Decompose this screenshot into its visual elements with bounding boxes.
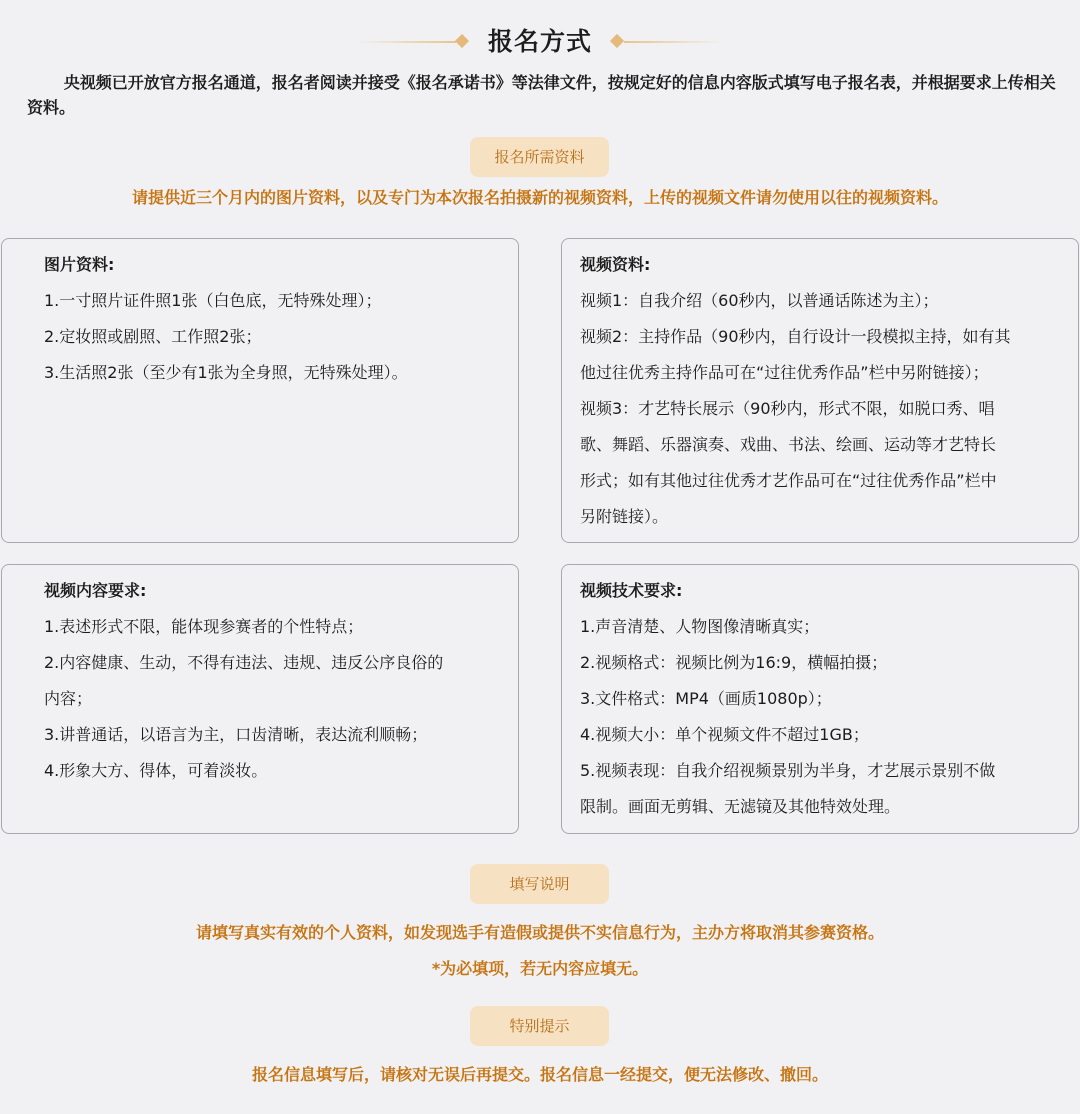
fill-note-2: *为必填项，若无内容应填无。 xyxy=(431,959,649,978)
video-line-4: 视频3：才艺特长展示（90秒内，形式不限，如脱口秀、唱 xyxy=(580,399,995,418)
video-line-1: 视频1：自我介绍（60秒内，以普通话陈述为主）； xyxy=(580,291,939,310)
materials-note: 请提供近三个月内的图片资料，以及专门为本次报名拍摄新的视频资料，上传的视频文件请勿使用以往的视频资料。 xyxy=(131,188,948,207)
photo-card-title: 图片资料: xyxy=(44,255,115,274)
tech-line-2: 2.视频格式：视频比例为16:9，横幅拍摄； xyxy=(580,653,888,672)
content-line-1: 1.表述形式不限，能体现参赛者的个性特点； xyxy=(44,617,364,636)
video-materials-card xyxy=(561,238,1079,543)
page-title: 报名方式 xyxy=(487,27,592,56)
fill-note-1: 请填写真实有效的个人资料，如发现选手有造假或提供不实信息行为，主办方将取消其参赛资格。 xyxy=(195,923,884,942)
photo-materials-card xyxy=(1,238,519,543)
fill-instructions-badge: 填写说明 xyxy=(470,864,609,904)
video-card-title: 视频资料: xyxy=(580,255,651,274)
tech-card-title: 视频技术要求: xyxy=(580,581,683,600)
photo-item-2: 2.定妆照或剧照、工作照2张； xyxy=(44,327,262,346)
special-notice-badge: 特别提示 xyxy=(470,1006,609,1046)
tech-line-4: 4.视频大小：单个视频文件不超过1GB； xyxy=(580,725,869,744)
video-line-6: 形式；如有其他过往优秀才艺作品可在“过往优秀作品”栏中 xyxy=(580,471,997,490)
tech-line-5: 5.视频表现：自我介绍视频景别为半身，才艺展示景别不做 xyxy=(580,761,996,780)
video-line-5: 歌、舞蹈、乐器演奏、戏曲、书法、绘画、运动等才艺特长 xyxy=(580,435,997,454)
materials-label-badge: 报名所需资料 xyxy=(470,137,609,177)
video-tech-requirements-card xyxy=(561,564,1079,834)
tech-line-3: 3.文件格式：MP4（画质1080p）； xyxy=(580,689,832,708)
content-line-5: 4.形象大方、得体，可着淡妆。 xyxy=(44,761,268,780)
photo-item-1: 1.一寸照片证件照1张（白色底，无特殊处理）； xyxy=(44,291,382,310)
section-header xyxy=(0,22,1080,62)
tech-line-6: 限制。画面无剪辑、无滤镜及其他特效处理。 xyxy=(580,797,901,816)
intro-paragraph: 央视频已开放官方报名通道，报名者阅读并接受《报名承诺书》等法律文件，按规定好的信息内容版式填写电子报名表，并根据要求上传相关资料。 xyxy=(27,73,1056,117)
video-line-7: 另附链接）。 xyxy=(580,507,669,526)
video-line-2: 视频2：主持作品（90秒内，自行设计一段模拟主持，如有其 xyxy=(580,327,1011,346)
photo-item-3: 3.生活照2张（至少有1张为全身照，无特殊处理）。 xyxy=(44,363,408,382)
content-card-title: 视频内容要求: xyxy=(44,581,147,600)
content-line-2: 2.内容健康、生动，不得有违法、违规、违反公序良俗的 xyxy=(44,653,444,672)
video-line-3: 他过往优秀主持作品可在“过往优秀作品”栏中另附链接）； xyxy=(580,363,989,382)
content-line-3: 内容； xyxy=(44,689,93,708)
header-right-line xyxy=(624,41,724,43)
video-content-requirements-card xyxy=(1,564,519,834)
tech-line-1: 1.声音清楚、人物图像清晰真实； xyxy=(580,617,820,636)
special-note: 报名信息填写后，请核对无误后再提交。报名信息一经提交，便无法修改、撤回。 xyxy=(251,1065,828,1084)
content-line-4: 3.讲普通话，以语言为主，口齿清晰，表达流利顺畅； xyxy=(44,725,428,744)
